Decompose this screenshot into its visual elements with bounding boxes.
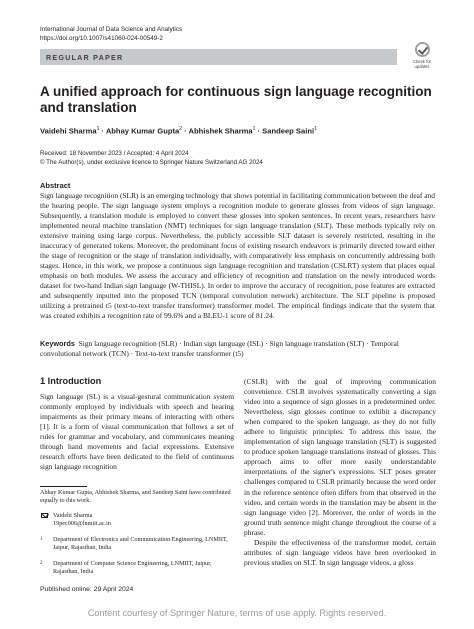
author-name[interactable]: Abhishek Sharma [188, 126, 253, 136]
author-affiliation-mark: 2 [179, 126, 183, 132]
corresponding-name: Vaidehi Sharma [53, 512, 93, 519]
article-type-label: REGULAR PAPER [46, 53, 124, 62]
journal-name: International Journal of Data Science and Analytics [40, 26, 183, 33]
journal-header [40, 26, 182, 43]
courtesy-footer: Content courtesy of Springer Nature, terms of use apply. Rights reserved. [87, 608, 387, 618]
author-name[interactable]: Abhay Kumar Gupta [105, 126, 180, 136]
keywords-label: Keywords [40, 339, 75, 348]
affiliation-text: Department of Computer Science Engineering, LNMIIT, Jaipur, Rajasthan, India [53, 560, 212, 576]
section-heading: 1 Introduction [40, 376, 102, 386]
right-column-paragraph: (CSLR) with the goal of improving communication convenience. CSLR involves systematically converting a sign video into a sequence of sign glosses in a predetermined order. Nevertheless, sign glosses continue to exhibit a discrepancy when compared to the spoken language, as they do not fully adhere to linguistic principles. To address this issue, the implementation of sign language translation (SLT) is suggested to produce spoken language translations instead of glosses. This approach aims to offer more easily understandable interpretations of the signer's expressions. SLT poses greater challenges compared to CSLR primarily because the word order in the reference sentence often differs from that observed in the video, and certain words in the translation may be absent in the sign language video [2]. Moreover, the order of words in the ground truth sentence might change throughout the course of a phrase. [244, 377, 436, 537]
author-separator: · [255, 126, 263, 136]
envelope-icon [41, 513, 48, 518]
author-affiliation-mark: 1 [314, 126, 317, 132]
author-name[interactable]: Sandeep Saini [262, 126, 315, 136]
paper-title: A unified approach for continuous sign language recognition and translation [40, 84, 432, 115]
article-type-banner [40, 49, 397, 65]
affiliation-number: 1 [40, 537, 43, 542]
author-affiliation-mark: 1 [96, 126, 100, 132]
keywords-block [40, 339, 435, 359]
author-affiliation-mark: 1 [252, 126, 256, 132]
right-column-paragraph: Despite the effectiveness of the transformer model, certain attributes of sign language videos have been overlooked in previous studies on SLT. In sign language videos, a gloss [244, 537, 436, 567]
author-list [40, 126, 317, 136]
equal-contribution-note: Abhay Kumar Gupta, Abhishek Sharma, and Sandeep Saini have contributed equally to this work. [40, 489, 231, 505]
publication-dates [40, 150, 263, 167]
received-accepted: Received: 18 November 2023 / Accepted: 4 April 2024 [40, 150, 189, 157]
published-online: Published online: 29 April 2024 [40, 586, 134, 593]
footnote-divider [40, 486, 87, 487]
abstract-heading: Abstract [40, 181, 71, 190]
doi-link[interactable]: https://doi.org/10.1007/s41060-024-00549-2 [40, 34, 163, 42]
check-circle-icon [415, 42, 430, 57]
affiliation-number: 2 [40, 561, 43, 566]
copyright-line: © The Author(s), under exclusive licence to Springer Nature Switzerland AG 2024 [40, 158, 263, 166]
abstract-text: Sign language recognition (SLR) is an emerging technology that shows potential in facilitating communication between the deaf and the hearing people. The sign language system employs a recognition module to generate glosses from videos of sign language. Subsequently, a translation module is employed to convert these glosses into spoken sentences. In recent years, researchers have implemented neural machine translation (NMT) techniques for sign language translation (SLT). These methods typically rely on extensive training using large corpus. Nevertheless, the publicly accessible SLT dataset is severely restricted, resulting in the inaccuracy of generated tokens. Moreover, the predominant focus of existing research endeavors is primarily directed toward either the stage of recognition or the stage of translation individually, with comparatively less emphasis on concurrently addressing both stages. Hence, in this work, we propose a continuous sign language recognition and translation (CSLRT) system that places equal emphasis on both modules. We assess the accuracy and efficiency of recognition and translation on the newly introduced words dataset for two-hand Indian sign language (W-THISL). In order to improve the accuracy of recognition, pose features are extracted and subsequently inputted into the proposed TCN (temporal convolution network) architecture. The SLT pipeline is proposed utilizing a pretrained t5 (text-to-text transfer transformer) transformer model. The empirical findings indicate that the system that was created exhibits a recognition rate of 99.6% and a BLEU-1 score of 81.24. [40, 191, 435, 320]
author-separator: · [99, 126, 106, 136]
right-column [244, 377, 436, 568]
corresponding-email[interactable]: 19pec006@lnmiit.ac.in [53, 520, 111, 528]
badge-line2: updates [414, 64, 430, 69]
affiliation-text: Department of Electronics and Communication Engineering, LNMIIT, Jaipur, Rajasthan, India [53, 536, 228, 552]
author-separator: · [182, 126, 189, 136]
keywords-text: Sign language recognition (SLR) · Indian sign language (ISL) · Sign language translation (SLT) · Temporal convolutional network (TCN) · Text-to-text transfer transformer (t5) [40, 339, 399, 358]
author-name[interactable]: Vaidehi Sharma [40, 126, 97, 136]
badge-line1: Check for [413, 59, 431, 64]
left-column-text: Sign language (SL) is a visual-gestural communication system commonly employed by individuals with speech and hearing impairments as their primary means of interacting with others [1]. It is a form of visual communication that follows a set of rules for grammar and vocabulary, and communicates meaning through hand movements and facial expressions. Extensive research efforts have been dedicated to the field of continuous sign language recognition [40, 392, 234, 472]
check-for-updates-badge[interactable] [411, 42, 433, 76]
